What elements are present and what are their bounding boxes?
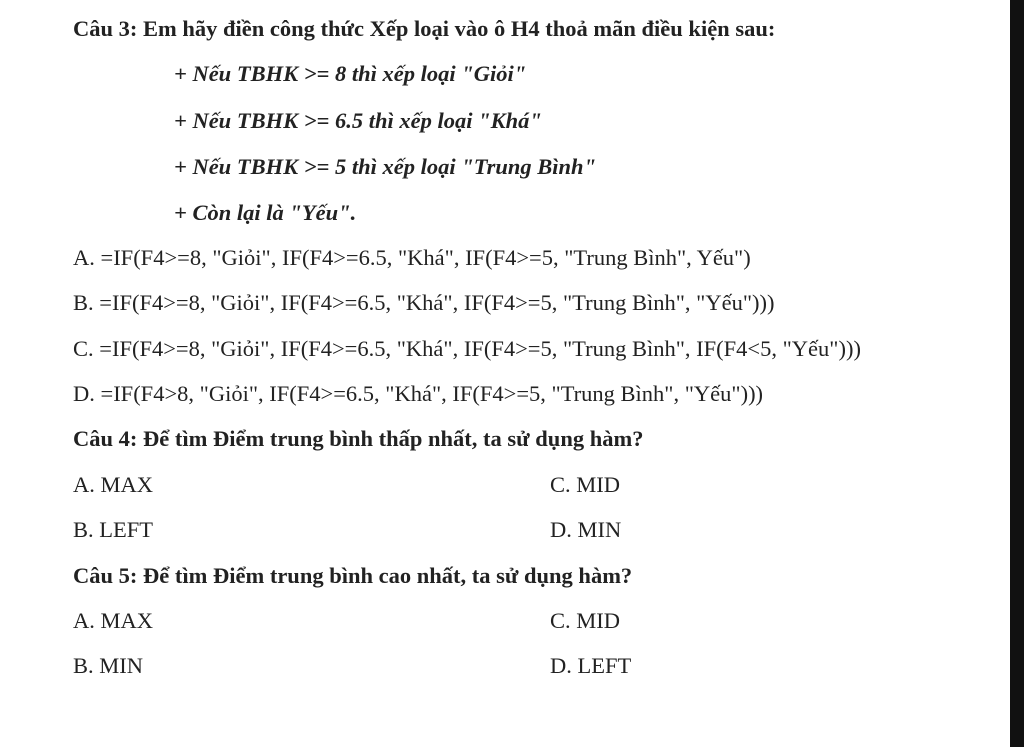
right-dark-edge (1010, 0, 1024, 747)
q3-condition-yeu: + Còn lại là "Yếu". (174, 200, 357, 225)
q3-option-a: A. =IF(F4>=8, "Giỏi", IF(F4>=6.5, "Khá", IF(F4>=5, "Trung Bình", Yếu") (73, 245, 751, 270)
question-3-title: Câu 3: Em hãy điền công thức Xếp loại vào ô H4 thoả mãn điều kiện sau: (73, 16, 776, 41)
q3-option-b: B. =IF(F4>=8, "Giỏi", IF(F4>=6.5, "Khá", IF(F4>=5, "Trung Bình", "Yếu"))) (73, 290, 775, 315)
q5-option-c: C. MID (550, 608, 621, 633)
question-4-title: Câu 4: Để tìm Điểm trung bình thấp nhất, ta sử dụng hàm? (73, 426, 644, 451)
q4-option-a: A. MAX (73, 472, 154, 497)
q4-option-b: B. LEFT (73, 517, 154, 542)
q3-condition-trung-binh: + Nếu TBHK >= 5 thì xếp loại "Trung Bình" (174, 154, 597, 179)
q3-option-c: C. =IF(F4>=8, "Giỏi", IF(F4>=6.5, "Khá", IF(F4>=5, "Trung Bình", IF(F4<5, "Yếu"))) (73, 336, 861, 361)
q5-option-b: B. MIN (73, 653, 144, 678)
q4-option-c: C. MID (550, 472, 621, 497)
q3-option-d: D. =IF(F4>8, "Giỏi", IF(F4>=6.5, "Khá", IF(F4>=5, "Trung Bình", "Yếu"))) (73, 381, 764, 406)
question-5-title: Câu 5: Để tìm Điểm trung bình cao nhất, ta sử dụng hàm? (73, 563, 633, 588)
q5-option-d: D. LEFT (550, 653, 632, 678)
q3-condition-kha: + Nếu TBHK >= 6.5 thì xếp loại "Khá" (174, 108, 542, 133)
q4-option-d: D. MIN (550, 517, 622, 542)
q5-option-a: A. MAX (73, 608, 154, 633)
q3-condition-gioi: + Nếu TBHK >= 8 thì xếp loại "Giỏi" (174, 61, 527, 86)
